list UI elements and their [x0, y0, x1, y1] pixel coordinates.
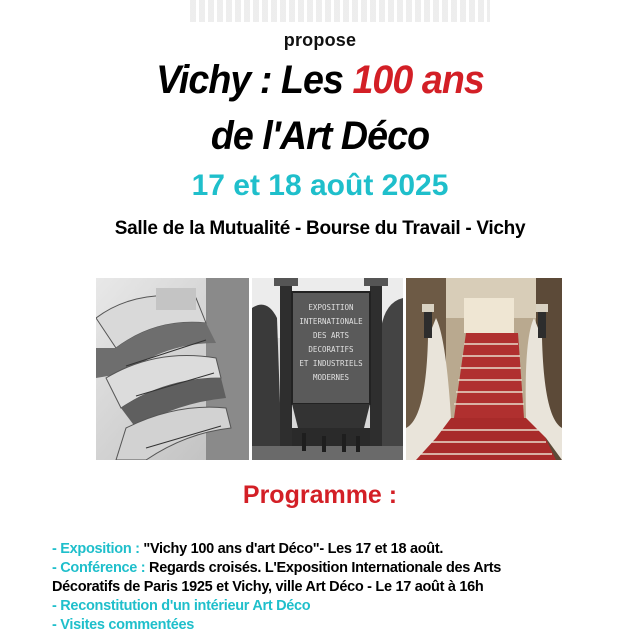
- banner-line: ET INDUSTRIELS: [299, 359, 363, 368]
- item-label: - Visites commentées: [52, 617, 195, 633]
- banner-line: EXPOSITION: [308, 303, 354, 312]
- list-item: [52, 597, 632, 616]
- propose-text: propose: [283, 30, 357, 50]
- programme-list: [52, 540, 632, 635]
- item-label: - Reconstitution d'un intérieur Art Déco: [52, 598, 311, 614]
- banner-line: DECORATIFS: [308, 345, 354, 354]
- event-venue: Salle de la Mutualité - Bourse du Travail - Vichy: [114, 218, 526, 239]
- list-item: [52, 616, 632, 635]
- item-label: - Conférence :: [52, 560, 146, 576]
- photo-facade: [96, 278, 249, 460]
- list-item: [52, 559, 632, 578]
- banner-line: DES ARTS: [312, 331, 350, 340]
- photo-exhibition-gate: [252, 278, 403, 460]
- item-text: Regards croisés. L'Exposition Internationale des Arts: [145, 560, 502, 576]
- event-dates: 17 et 18 août 2025: [191, 169, 449, 202]
- banner-line: INTERNATIONALE: [299, 317, 363, 326]
- title-line-1: [19, 58, 621, 103]
- list-item: [52, 578, 632, 597]
- title-line-2: de l'Art Déco: [210, 114, 430, 158]
- programme-heading: Programme :: [242, 481, 398, 509]
- banner-line: MODERNES: [312, 373, 350, 382]
- organizer-logo: [190, 0, 490, 22]
- title-highlight: 100 ans: [352, 58, 484, 102]
- list-item: [52, 540, 632, 559]
- photo-staircase: [406, 278, 562, 460]
- item-text: Décoratifs de Paris 1925 et Vichy, ville Art Déco - Le 17 août à 16h: [52, 579, 484, 595]
- item-label: - Exposition :: [52, 541, 140, 557]
- item-text: "Vichy 100 ans d'art Déco"- Les 17 et 18 août.: [139, 541, 444, 557]
- title-part-1: Vichy : Les: [156, 58, 353, 102]
